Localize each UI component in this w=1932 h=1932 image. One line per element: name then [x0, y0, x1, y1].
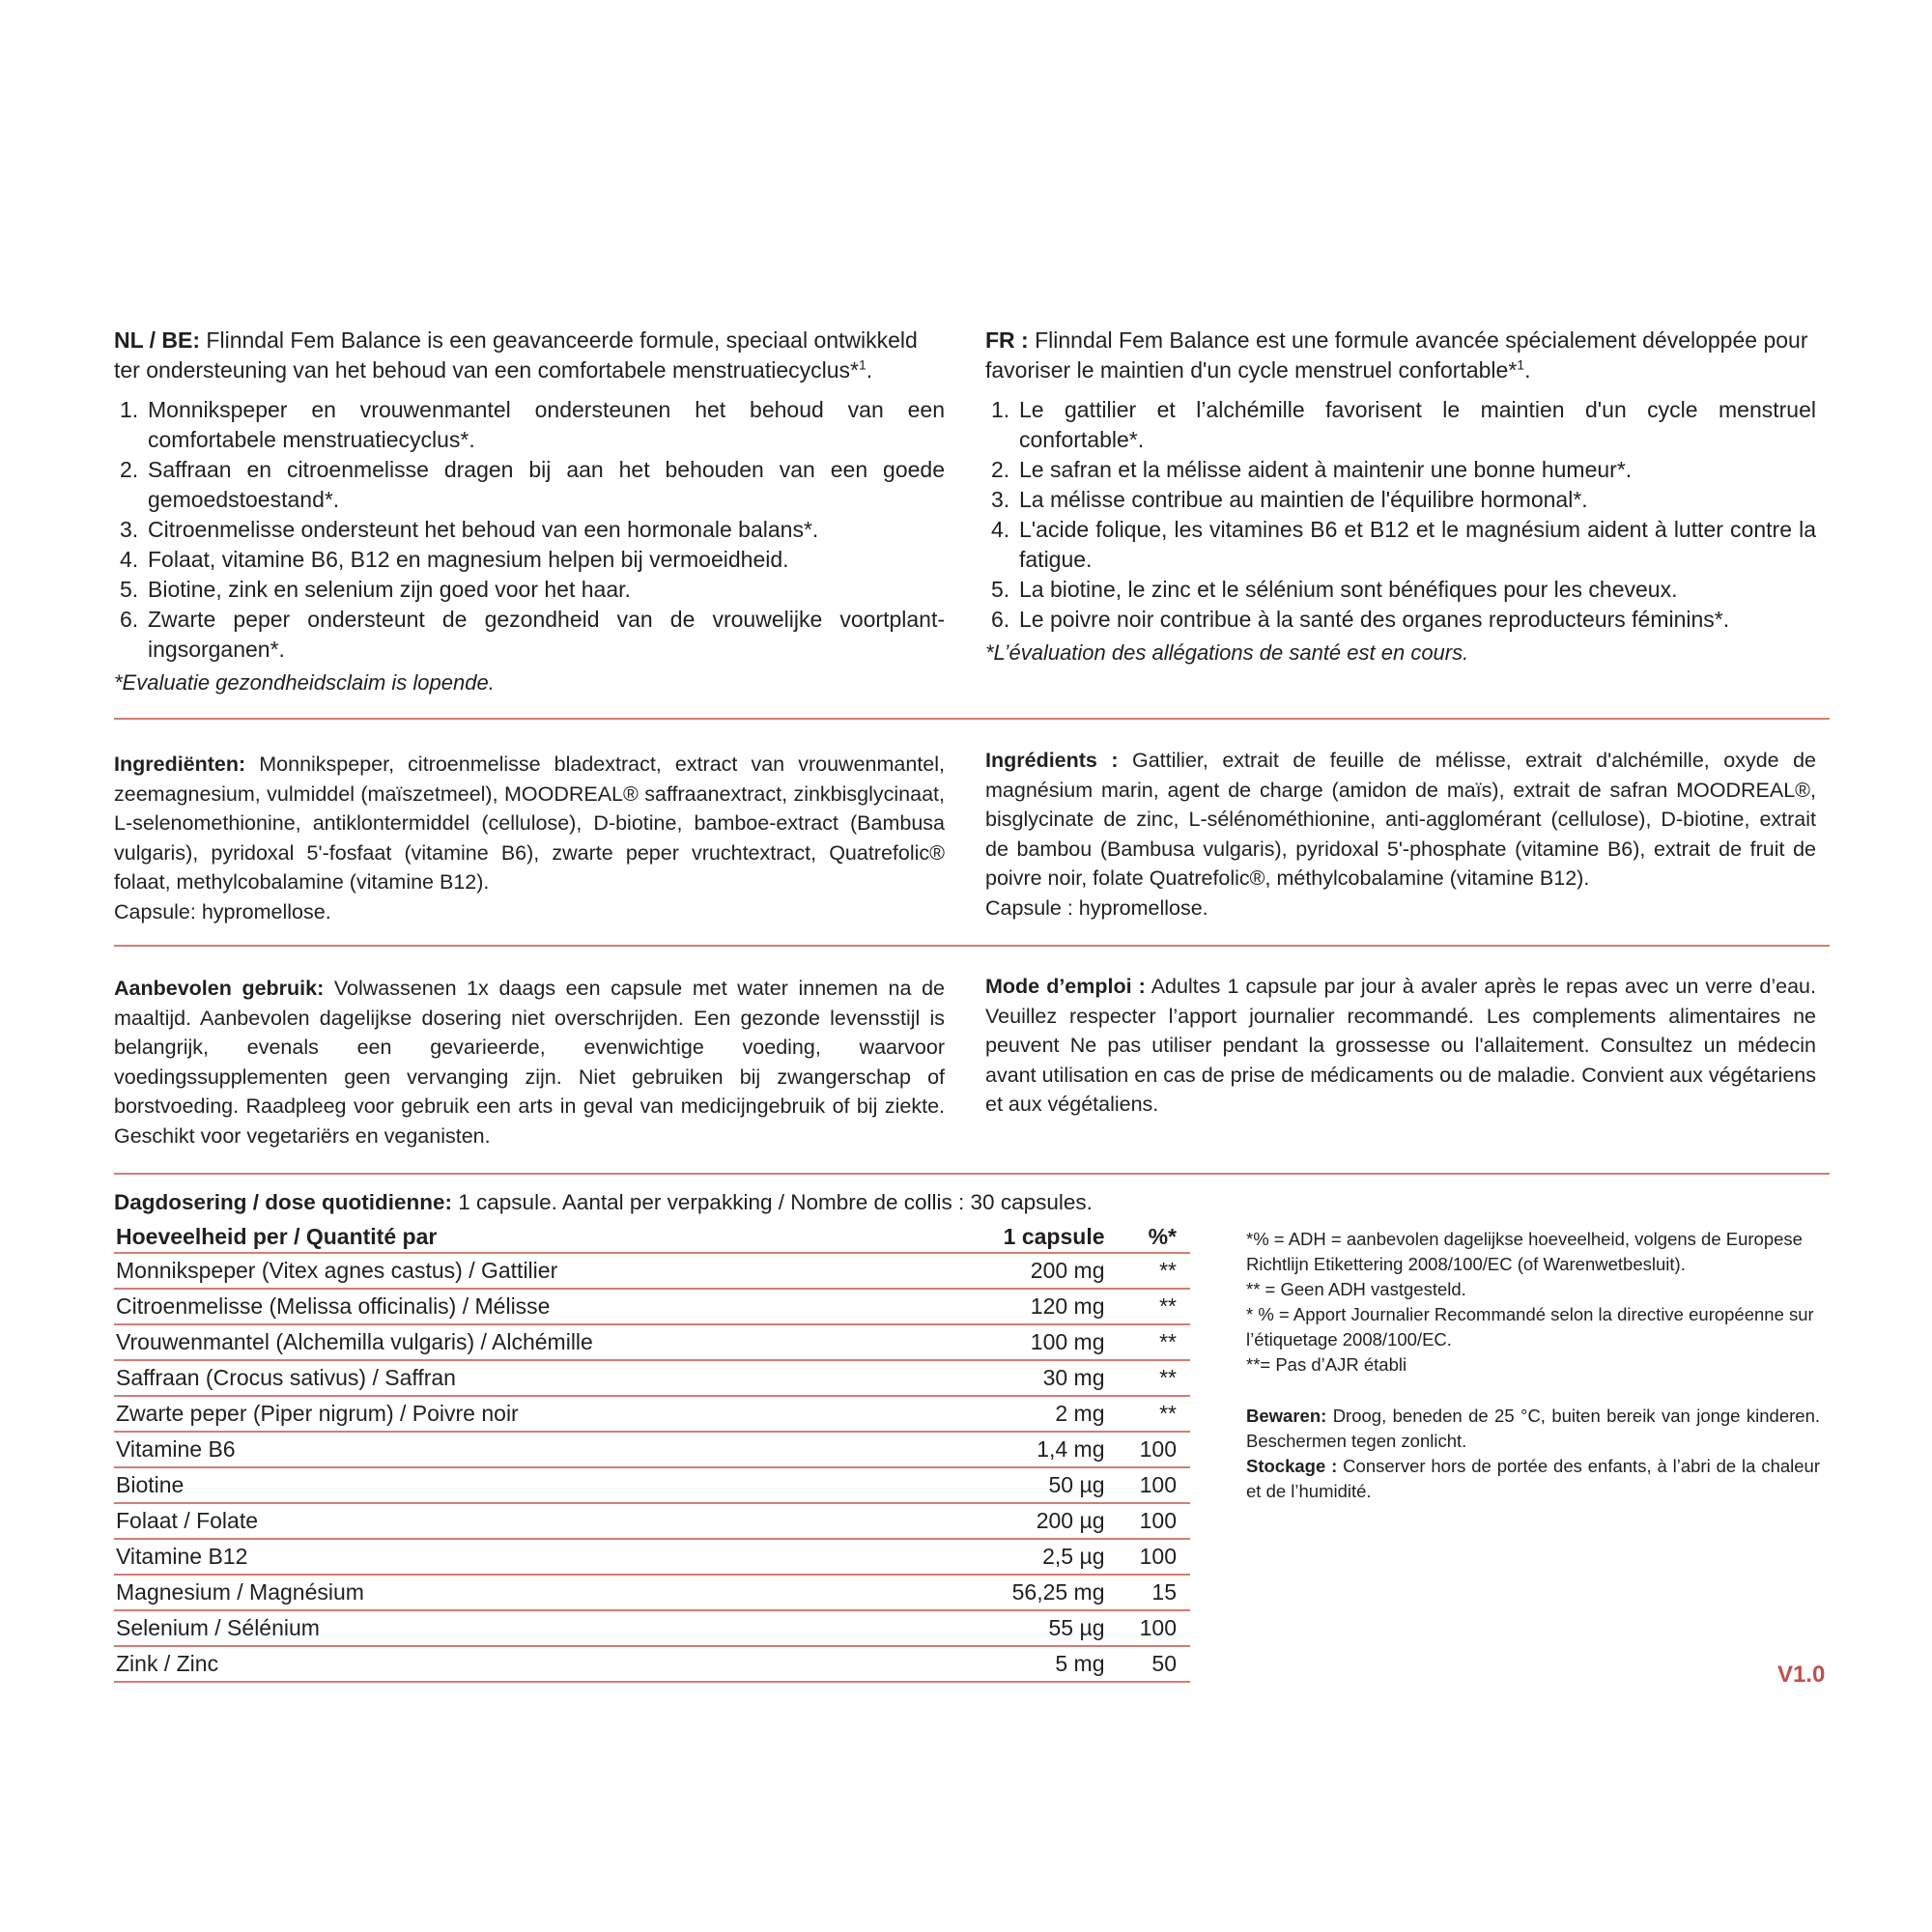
table-row: [114, 1467, 1190, 1503]
percent-rdi: 100: [1105, 1539, 1190, 1575]
nutrient-name: Folaat / Folate: [114, 1503, 975, 1539]
claim-item: [985, 605, 1816, 635]
claim-text: Le poivre noir contribue à la santé des organes reproducteurs féminins*.: [1019, 607, 1730, 632]
fr-claims-note: *L’évaluation des allégations de santé est en cours.: [985, 640, 1469, 665]
percent-rdi: **: [1105, 1396, 1190, 1432]
claim-number: 6.: [120, 607, 139, 632]
fr-ingredients-text: Gattilier, extrait de feuille de mélisse, extrait d'alchémille, oxyde de magnésium marin, agent de charge (amidon de maïs), extrait de safran MOODREAL®, bisglycinate de zinc, L-sélénométhionine, anti-agglomérant (cellulose), D-biotine, extrait de bambou (Bambusa vulgaris), pyridoxal 5'-phosphate (vitamine B6), extrait de fruit de poivre noir, folate Quatrefolic®, méthylcobalamine (vitamine B12).: [985, 749, 1816, 890]
claim-item: [114, 395, 945, 455]
nutrient-name: Monnikspeper (Vitex agnes castus) / Gattilier: [114, 1253, 975, 1289]
claim-number: 4.: [120, 547, 139, 572]
nl-usage-label: Aanbevolen gebruik:: [114, 977, 325, 1000]
nl-claims-note: *Evaluatie gezondheidsclaim is lopende.: [114, 670, 495, 695]
legal-note: *% = ADH = aanbevolen dagelijkse hoeveelheid, volgens de Europese Richtlijn Etikettering 2008/100/EC (of Warenwetbesluit).: [1246, 1229, 1803, 1274]
amount-per-capsule: 56,25 mg: [975, 1575, 1104, 1610]
daily-dosage-label: Dagdosering / dose quotidienne:: [114, 1190, 453, 1214]
claim-number: 3.: [120, 517, 139, 542]
claim-number: 5.: [120, 577, 139, 602]
nutrient-name: Saffraan (Crocus sativus) / Saffran: [114, 1360, 975, 1396]
nutrient-name: Vrouwenmantel (Alchemilla vulgaris) / Alchémille: [114, 1324, 975, 1360]
claim-item: [985, 395, 1816, 455]
fr-capsule: Capsule : hypromellose.: [985, 895, 1208, 920]
table-row: [114, 1539, 1190, 1575]
amount-per-capsule: 200 µg: [975, 1503, 1104, 1539]
fr-usage: [985, 972, 1816, 1120]
claim-item: [114, 455, 945, 515]
claim-text: Citroenmelisse ondersteunt het behoud van een hormonale balans*.: [148, 517, 819, 542]
storage-section: [1246, 1404, 1820, 1504]
nl-intro: [114, 326, 945, 385]
table-row: [114, 1575, 1190, 1610]
claim-number: 4.: [991, 517, 1010, 542]
claim-item: [985, 455, 1816, 485]
claim-text: La biotine, le zinc et le sélénium sont bénéfiques pour les cheveux.: [1019, 577, 1678, 602]
claim-item: [114, 515, 945, 545]
claim-text: Folaat, vitamine B6, B12 en magnesium helpen bij vermoeidheid.: [148, 547, 789, 572]
legal-note: * % = Apport Journalier Recommandé selon la directive européenne sur l’étiquetage 2008/100/EC.: [1246, 1304, 1814, 1350]
percent-rdi: 100: [1105, 1610, 1190, 1646]
fr-usage-label: Mode d’emploi :: [985, 975, 1146, 998]
storage-nl-label: Bewaren:: [1246, 1406, 1327, 1426]
nl-ingredients-section: [114, 750, 945, 926]
claim-text: Biotine, zink en selenium zijn goed voor het haar.: [148, 577, 631, 602]
nl-usage-text: Volwassenen 1x daags een capsule met water innemen na de maaltijd. Aanbevolen dagelijkse dosering niet overschrijden. Een gezonde levensstijl is belangrijk, evenals een gevarieerde, evenwichtige voeding, waarvoor voedingssupplementen geen vervanging zijn. Niet gebruiken bij zwangerschap of borstvoeding. Raadpleeg voor gebruik een arts in geval van medicijngebruik of bij ziekte. Geschikt voor vegetariërs en veganisten.: [114, 977, 945, 1148]
nl-usage-section: [114, 974, 945, 1151]
claim-text: Le safran et la mélisse aident à maintenir une bonne humeur*.: [1019, 457, 1633, 482]
percent-rdi: 100: [1105, 1467, 1190, 1503]
claim-item: [985, 485, 1816, 515]
percent-rdi: 100: [1105, 1432, 1190, 1467]
nl-capsule: Capsule: hypromellose.: [114, 899, 331, 923]
header-per-capsule: 1 capsule: [975, 1221, 1104, 1253]
storage-nl-text: Droog, beneden de 25 °C, buiten bereik van jonge kinderen. Beschermen tegen zonlicht.: [1246, 1406, 1820, 1451]
percent-rdi: **: [1105, 1324, 1190, 1360]
amount-per-capsule: 50 µg: [975, 1467, 1104, 1503]
table-row: [114, 1324, 1190, 1360]
divider-rule: [114, 718, 1830, 720]
storage-fr-text: Conserver hors de portée des enfants, à l’abri de la chaleur et de l’humidité.: [1246, 1456, 1820, 1501]
table-row: [114, 1360, 1190, 1396]
claim-number: 3.: [991, 487, 1010, 512]
nl-ingredients: [114, 750, 945, 897]
legal-note: ** = Geen ADH vastgesteld.: [1246, 1279, 1466, 1299]
nutrient-name: Zwarte peper (Piper nigrum) / Poivre noir: [114, 1396, 975, 1432]
amount-per-capsule: 120 mg: [975, 1289, 1104, 1324]
nl-intro-end: .: [866, 357, 873, 383]
claim-item: [114, 545, 945, 575]
amount-per-capsule: 100 mg: [975, 1324, 1104, 1360]
legal-notes: [1246, 1227, 1820, 1378]
claim-item: [985, 575, 1816, 605]
nutrient-name: Vitamine B6: [114, 1432, 975, 1467]
nutrient-name: Vitamine B12: [114, 1539, 975, 1575]
claim-number: 2.: [120, 457, 139, 482]
percent-rdi: **: [1105, 1360, 1190, 1396]
claim-item: [985, 515, 1816, 575]
nl-claims-list: [114, 395, 945, 665]
table-row: [114, 1396, 1190, 1432]
fr-usage-text: Adultes 1 capsule par jour à avaler après le repas avec un verre d’eau. Veuillez respecter l’apport journalier recommandé. Les complements alimentaires ne peuvent Ne pas utiliser pendant la grossesse ou l'allaitement. Consultez un médecin avant utilisation en cas de prise de médicaments ou de maladie. Convient aux végétariens et aux végétaliens.: [985, 975, 1816, 1116]
claim-number: 1.: [120, 397, 139, 422]
table-row: [114, 1646, 1190, 1682]
fr-intro-section: [985, 326, 1816, 666]
nl-intro-footnote: 1: [858, 356, 867, 373]
legal-note: **= Pas d’AJR établi: [1246, 1354, 1407, 1375]
claim-number: 5.: [991, 577, 1010, 602]
table-row: [114, 1432, 1190, 1467]
storage-fr-label: Stockage :: [1246, 1456, 1338, 1476]
nutrition-table-header: [114, 1221, 1190, 1253]
table-row: [114, 1289, 1190, 1324]
header-percent: %*: [1105, 1221, 1190, 1253]
fr-ingredients: [985, 746, 1816, 894]
claim-item: [114, 605, 945, 665]
amount-per-capsule: 5 mg: [975, 1646, 1104, 1682]
fr-intro-end: .: [1524, 357, 1531, 383]
fr-intro-footnote: 1: [1517, 356, 1525, 373]
nl-ingredients-text: Monnikspeper, citroenmelisse bladextract, extract van vrouwenmantel, zeemagnesium, vulmiddel (maïszetmeel), MOODREAL® saffraanextract, zinkbisglycinaat, L-selenomethionine, antiklontermiddel (cellulose), D-biotine, bamboe-extract (Bambusa vulgaris), pyridoxal 5'-fosfaat (vitamine B6), zwarte peper vruchtextract, Quatrefolic® folaat, methylcobalamine (vitamine B12).: [114, 753, 945, 894]
claim-item: [114, 575, 945, 605]
nutrient-name: Biotine: [114, 1467, 975, 1503]
amount-per-capsule: 2,5 µg: [975, 1539, 1104, 1575]
amount-per-capsule: 2 mg: [975, 1396, 1104, 1432]
nl-intro-text: Flinndal Fem Balance is een geavanceerde formule, speciaal ontwikkeld ter ondersteuning van het behoud van een comfortabele menstruatiecyclus*: [114, 327, 918, 383]
percent-rdi: **: [1105, 1289, 1190, 1324]
storage-fr: [1246, 1454, 1820, 1504]
percent-rdi: 100: [1105, 1503, 1190, 1539]
header-quantity: Hoeveelheid per / Quantité par: [114, 1221, 975, 1253]
divider-rule: [114, 945, 1830, 947]
daily-dosage-text: 1 capsule. Aantal per verpakking / Nombre de collis : 30 capsules.: [452, 1190, 1093, 1214]
percent-rdi: 50: [1105, 1646, 1190, 1682]
nutrition-table: [114, 1221, 1190, 1683]
amount-per-capsule: 1,4 mg: [975, 1432, 1104, 1467]
claim-text: Saffraan en citroenmelisse dragen bij aan het behouden van een goede gemoedstoestand*.: [148, 457, 945, 512]
nutrient-name: Citroenmelisse (Melissa officinalis) / Mélisse: [114, 1289, 975, 1324]
claim-text: Le gattilier et l’alchémille favorisent le maintien d'un cycle menstruel confortable*.: [1019, 397, 1816, 452]
claim-number: 1.: [991, 397, 1010, 422]
percent-rdi: 15: [1105, 1575, 1190, 1610]
nl-intro-section: [114, 326, 945, 696]
claim-text: Monnikspeper en vrouwenmantel ondersteunen het behoud van een comfortabele menstruatiecyclus*.: [148, 397, 945, 452]
nutrient-name: Magnesium / Magnésium: [114, 1575, 975, 1610]
claim-text: Zwarte peper ondersteunt de gezondheid van de vrouwelijke voortplant-ingsorganen*.: [148, 607, 945, 662]
amount-per-capsule: 200 mg: [975, 1253, 1104, 1289]
fr-intro-label: FR :: [985, 327, 1029, 353]
fr-intro-text: Flinndal Fem Balance est une formule avancée spécialement développée pour favoriser le maintien d'un cycle menstruel confortable*: [985, 327, 1808, 383]
nl-usage: [114, 974, 945, 1151]
daily-dosage-line: [114, 1190, 1093, 1215]
amount-per-capsule: 55 µg: [975, 1610, 1104, 1646]
nutrient-name: Zink / Zinc: [114, 1646, 975, 1682]
fr-intro: [985, 326, 1816, 385]
fr-claims-list: [985, 395, 1816, 635]
divider-rule: [114, 1173, 1830, 1175]
amount-per-capsule: 30 mg: [975, 1360, 1104, 1396]
percent-rdi: **: [1105, 1253, 1190, 1289]
nutrient-name: Selenium / Sélénium: [114, 1610, 975, 1646]
table-row: [114, 1503, 1190, 1539]
claim-text: La mélisse contribue au maintien de l'équilibre hormonal*.: [1019, 487, 1588, 512]
fr-usage-section: [985, 972, 1816, 1120]
version-label: V1.0: [1777, 1662, 1826, 1688]
table-row: [114, 1253, 1190, 1289]
table-row: [114, 1610, 1190, 1646]
claim-number: 2.: [991, 457, 1010, 482]
fr-ingredients-label: Ingrédients :: [985, 749, 1119, 772]
nl-ingredients-label: Ingrediënten:: [114, 753, 246, 776]
storage-nl: [1246, 1404, 1820, 1454]
claim-text: L'acide folique, les vitamines B6 et B12 et le magnésium aident à lutter contre la fatigue.: [1019, 517, 1816, 572]
fr-ingredients-section: [985, 746, 1816, 923]
claim-number: 6.: [991, 607, 1010, 632]
nl-intro-label: NL / BE:: [114, 327, 201, 353]
